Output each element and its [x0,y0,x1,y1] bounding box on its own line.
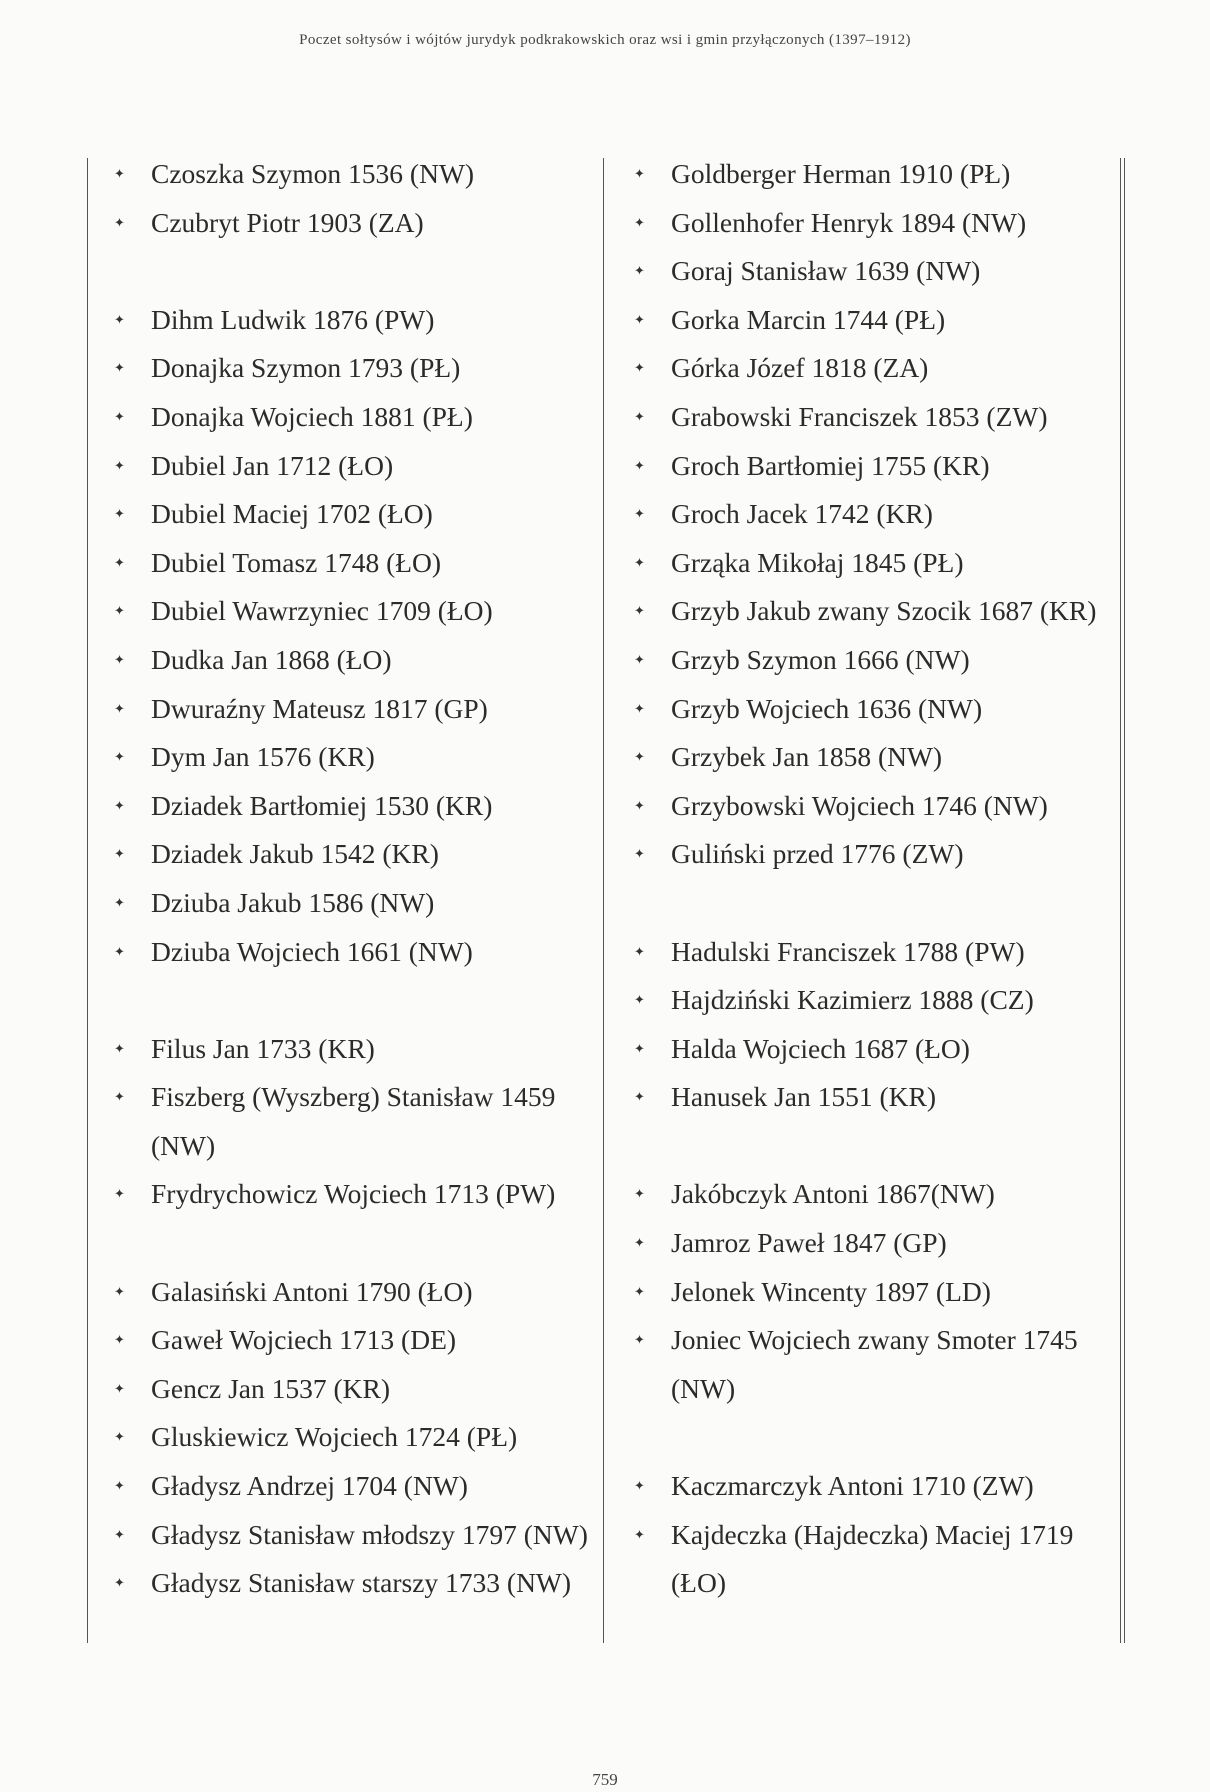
list-item [110,1462,600,1511]
entry-text: Donajka Wojciech 1881 (PŁ) [151,400,473,432]
list-item [110,587,600,636]
letter-group-gap [110,976,600,1025]
entry-text: Hadulski Franciszek 1788 (PW) [671,935,1025,967]
bullet-icon: ✦ [114,408,125,424]
entry-text: Guliński przed 1776 (ZW) [671,838,964,870]
entry-text: Dubiel Maciej 1702 (ŁO) [151,498,433,530]
letter-group-gap [110,1219,600,1268]
entry-text: Grzybek Jan 1858 (NW) [671,741,943,773]
list-item [630,1219,1118,1268]
bullet-icon: ✦ [634,1186,645,1202]
entry-text: Dym Jan 1576 (KR) [151,741,375,773]
list-item [630,733,1118,782]
bullet-icon: ✦ [634,603,645,619]
entry-text: Dziadek Bartłomiej 1530 (KR) [151,789,493,821]
entry-text: Grzyb Jakub zwany Szocik 1687 (KR) [671,595,1097,627]
bullet-icon: ✦ [634,1478,645,1494]
list-item [630,442,1118,491]
list-item [630,199,1118,248]
list-item [630,782,1118,831]
list-item [630,1462,1118,1511]
bullet-icon: ✦ [114,846,125,862]
entry-text: Kaczmarczyk Antoni 1710 (ZW) [671,1470,1034,1502]
entry-text: Hanusek Jan 1551 (KR) [671,1081,937,1113]
letter-group-gap [110,247,600,296]
bullet-icon: ✦ [634,992,645,1008]
entry-text: Frydrychowicz Wojciech 1713 (PW) [151,1178,556,1210]
bullet-icon: ✦ [114,1526,125,1542]
bullet-icon: ✦ [634,554,645,570]
entry-text: Groch Jacek 1742 (KR) [671,498,933,530]
page-number: 759 [592,1770,618,1789]
entry-text: Dziadek Jakub 1542 (KR) [151,838,439,870]
bullet-icon: ✦ [114,603,125,619]
entry-text: Dziuba Jakub 1586 (NW) [151,886,435,918]
list-item [630,296,1118,345]
entry-text: Grzyb Wojciech 1636 (NW) [671,692,983,724]
list-item [630,1170,1118,1219]
entry-text: Gaweł Wojciech 1713 (DE) [151,1324,457,1356]
entry-text: Jakóbczyk Antoni 1867(NW) [671,1178,995,1210]
list-item [110,1268,600,1317]
bullet-icon: ✦ [114,1478,125,1494]
bullet-icon: ✦ [634,214,645,230]
list-item [630,150,1118,199]
right-column-list [630,150,1118,1608]
bullet-icon: ✦ [634,1040,645,1056]
entry-text: Groch Bartłomiej 1755 (KR) [671,449,990,481]
middle-column-rule [603,158,604,1643]
bullet-icon: ✦ [114,1332,125,1348]
list-item [110,636,600,685]
entry-text: Gollenhofer Henryk 1894 (NW) [671,206,1027,238]
entry-text: Czubryt Piotr 1903 (ZA) [151,206,424,238]
bullet-icon: ✦ [634,797,645,813]
bullet-icon: ✦ [114,506,125,522]
bullet-icon: ✦ [634,749,645,765]
bullet-icon: ✦ [114,894,125,910]
right-column-rule [1120,158,1121,1643]
list-item [630,976,1118,1025]
bullet-icon: ✦ [634,360,645,376]
right-column-rule-double [1124,158,1125,1643]
bullet-icon: ✦ [634,700,645,716]
bullet-icon: ✦ [114,1186,125,1202]
list-item [110,393,600,442]
entry-text: Kajdeczka (Hajdeczka) Maciej 1719 (ŁO) [671,1518,1074,1599]
bullet-icon: ✦ [114,749,125,765]
bullet-icon: ✦ [114,700,125,716]
bullet-icon: ✦ [114,554,125,570]
list-item [110,879,600,928]
list-item [630,830,1118,879]
list-item [630,1268,1118,1317]
entry-text: Dubiel Wawrzyniec 1709 (ŁO) [151,595,493,627]
bullet-icon: ✦ [634,506,645,522]
list-item [630,1025,1118,1074]
entry-text: Jelonek Wincenty 1897 (LD) [671,1275,991,1307]
left-column-rule [87,158,88,1643]
list-item [110,782,600,831]
left-column-list [110,150,600,1608]
bullet-icon: ✦ [114,360,125,376]
bullet-icon: ✦ [114,1429,125,1445]
entry-text: Dudka Jan 1868 (ŁO) [151,643,392,675]
list-item [630,490,1118,539]
list-item [110,442,600,491]
bullet-icon: ✦ [114,1089,125,1105]
bullet-icon: ✦ [634,1089,645,1105]
bullet-icon: ✦ [114,311,125,327]
list-item [110,344,600,393]
entry-text: Grzyb Szymon 1666 (NW) [671,643,970,675]
list-item [110,150,600,199]
entry-text: Gładysz Stanisław młodszy 1797 (NW) [151,1518,588,1550]
bullet-icon: ✦ [114,457,125,473]
bullet-icon: ✦ [114,1283,125,1299]
list-item [110,928,600,977]
entry-text: Jamroz Paweł 1847 (GP) [671,1227,947,1259]
entry-text: Donajka Szymon 1793 (PŁ) [151,352,461,384]
list-item [630,539,1118,588]
list-item [110,830,600,879]
bullet-icon: ✦ [114,1040,125,1056]
bullet-icon: ✦ [634,943,645,959]
list-item [110,1073,600,1170]
list-item [110,1559,600,1608]
list-item [110,296,600,345]
entry-text: Goraj Stanisław 1639 (NW) [671,255,981,287]
bullet-icon: ✦ [114,1575,125,1591]
bullet-icon: ✦ [114,214,125,230]
letter-group-gap [630,1122,1118,1171]
list-item [110,733,600,782]
list-item [110,1316,600,1365]
entry-text: Gładysz Stanisław starszy 1733 (NW) [151,1567,572,1599]
entry-text: Dubiel Jan 1712 (ŁO) [151,449,394,481]
bullet-icon: ✦ [634,846,645,862]
list-item [110,1365,600,1414]
entry-text: Gorka Marcin 1744 (PŁ) [671,303,946,335]
bullet-icon: ✦ [114,797,125,813]
list-item [630,1073,1118,1122]
entry-text: Fiszberg (Wyszberg) Stanisław 1459 (NW) [151,1081,556,1161]
entry-text: Hajdziński Kazimierz 1888 (CZ) [671,984,1034,1016]
entry-text: Grząka Mikołaj 1845 (PŁ) [671,546,964,578]
bullet-icon: ✦ [634,1332,645,1348]
entry-text: Czoszka Szymon 1536 (NW) [151,158,475,189]
entry-text: Gencz Jan 1537 (KR) [151,1372,391,1404]
list-item [630,344,1118,393]
entry-text: Gluskiewicz Wojciech 1724 (PŁ) [151,1421,518,1453]
list-item [110,490,600,539]
bullet-icon: ✦ [634,408,645,424]
entry-text: Filus Jan 1733 (KR) [151,1032,375,1064]
bullet-icon: ✦ [634,651,645,667]
list-item [110,1025,600,1074]
entry-text: Dwuraźny Mateusz 1817 (GP) [151,692,488,724]
entry-text: Grabowski Franciszek 1853 (ZW) [671,400,1048,432]
list-item [630,928,1118,977]
list-item [630,685,1118,734]
list-item [110,1413,600,1462]
bullet-icon: ✦ [634,311,645,327]
bullet-icon: ✦ [114,651,125,667]
list-item [630,1316,1118,1413]
entry-text: Galasiński Antoni 1790 (ŁO) [151,1275,473,1307]
entry-text: Joniec Wojciech zwany Smoter 1745 (NW) [671,1324,1078,1404]
bullet-icon: ✦ [114,1380,125,1396]
list-item [110,685,600,734]
list-item [110,539,600,588]
list-item [630,393,1118,442]
list-item [630,1511,1118,1608]
entry-text: Grzybowski Wojciech 1746 (NW) [671,789,1048,821]
entry-text: Gładysz Andrzej 1704 (NW) [151,1470,468,1502]
bullet-icon: ✦ [114,166,125,181]
bullet-icon: ✦ [634,1283,645,1299]
list-item [630,636,1118,685]
entry-text: Dziuba Wojciech 1661 (NW) [151,935,473,967]
running-header: Poczet sołtysów i wójtów jurydyk podkrakowskich oraz wsi i gmin przyłączonych (1397–1912) [299,32,911,48]
bullet-icon: ✦ [634,1526,645,1542]
entry-text: Dubiel Tomasz 1748 (ŁO) [151,546,442,578]
bullet-icon: ✦ [634,1235,645,1251]
bullet-icon: ✦ [114,943,125,959]
letter-group-gap [630,879,1118,928]
list-item [630,247,1118,296]
entry-text: Goldberger Herman 1910 (PŁ) [671,158,1011,189]
letter-group-gap [630,1413,1118,1462]
entry-text: Halda Wojciech 1687 (ŁO) [671,1032,970,1064]
bullet-icon: ✦ [634,166,645,181]
list-item [110,1170,600,1219]
entry-text: Górka Józef 1818 (ZA) [671,352,929,384]
list-item [110,1511,600,1560]
bullet-icon: ✦ [634,263,645,279]
entry-text: Dihm Ludwik 1876 (PW) [151,303,435,335]
list-item [110,199,600,248]
bullet-icon: ✦ [634,457,645,473]
list-item [630,587,1118,636]
